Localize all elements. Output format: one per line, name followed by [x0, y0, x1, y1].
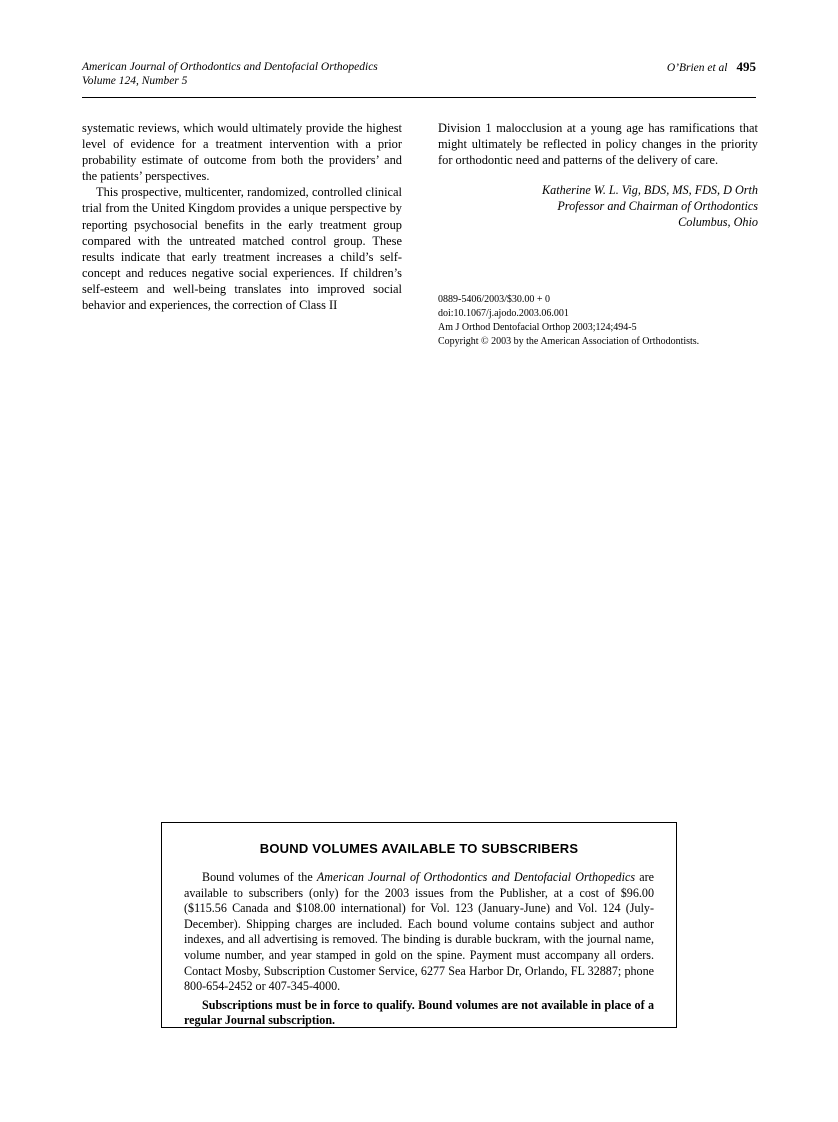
running-head: [82, 60, 756, 88]
notice-paragraph-1-part1: Bound volumes of the: [202, 870, 317, 884]
running-head-left: [82, 60, 378, 88]
notice-journal-title: American Journal of Orthodontics and Dentofacial Orthopedics: [316, 870, 636, 884]
notice-paragraph-2: Subscriptions must be in force to qualify. Bound volumes are not available in place of a regular Journal subscription.: [184, 997, 654, 1028]
copyright-line: Copyright © 2003 by the American Association of Orthodontists.: [438, 335, 700, 347]
copyright-block: [438, 293, 758, 349]
left-paragraph-2: This prospective, multicenter, randomized, controlled clinical trial from the United Kingdom provides a unique perspective by reporting psychosocial benefits in the early treatment group compared with the untreated matched control group. These results indicate that early treatment increases a child’s self-concept and reduces negative social experiences. If children’s self-esteem and well-being translates into improved social behavior and experiences, the correction of Class II: [82, 185, 402, 313]
notice-title: BOUND VOLUMES AVAILABLE TO SUBSCRIBERS: [259, 841, 579, 856]
bound-volumes-notice: [161, 822, 677, 1028]
left-paragraph-1: systematic reviews, which would ultimately provide the highest level of evidence for a treatment intervention with a prior probability estimate of outcome from both the providers’ and the patients’ perspectives.: [82, 121, 402, 184]
left-column: [82, 120, 402, 349]
signature-title: Professor and Chairman of Orthodontics: [557, 199, 758, 214]
journal-issue: Volume 124, Number 5: [82, 75, 188, 87]
citation-line: Am J Orthod Dentofacial Orthop 2003;124;494-5: [438, 321, 637, 333]
right-column: [438, 120, 758, 349]
running-head-right: [667, 60, 756, 75]
notice-paragraph-1-part2: are available to subscribers (only) for the 2003 issues from the Publisher, at a cost of $96.00 ($115.56 Canada and $108.00 international) for Vol. 123 (January-June) and Vol. 124 (July-December). Shipping charges are included. Each bound volume contains subject and author indexes, and all advertising is removed. The binding is durable buckram, with the journal name, volume number, and year stamped in gold on the spine. Payment must accompany all orders. Contact Mosby, Subscription Customer Service, 6277 Sea Harbor Dr, Orlando, FL 32887; phone 800-654-2452 or 407-345-4000.: [184, 870, 654, 994]
signature-location: Columbus, Ohio: [678, 215, 758, 230]
doi-line: doi:10.1067/j.ajodo.2003.06.001: [438, 307, 569, 319]
page-number: 495: [736, 59, 756, 74]
signature-name: Katherine W. L. Vig, BDS, MS, FDS, D Orth: [542, 183, 758, 198]
header-divider: [82, 97, 756, 98]
notice-paragraph-1: [184, 870, 654, 995]
right-paragraph-1: Division 1 malocclusion at a young age has ramifications that might ultimately be reflected in policy changes in the priority for orthodontic need and patterns of the delivery of care.: [438, 121, 758, 168]
body-columns: [82, 120, 758, 349]
commentary-signature: [438, 182, 758, 230]
journal-title: American Journal of Orthodontics and Dentofacial Orthopedics: [82, 61, 378, 73]
running-head-authors: O’Brien et al: [666, 62, 728, 74]
issn-line: 0889-5406/2003/$30.00 + 0: [438, 293, 551, 305]
